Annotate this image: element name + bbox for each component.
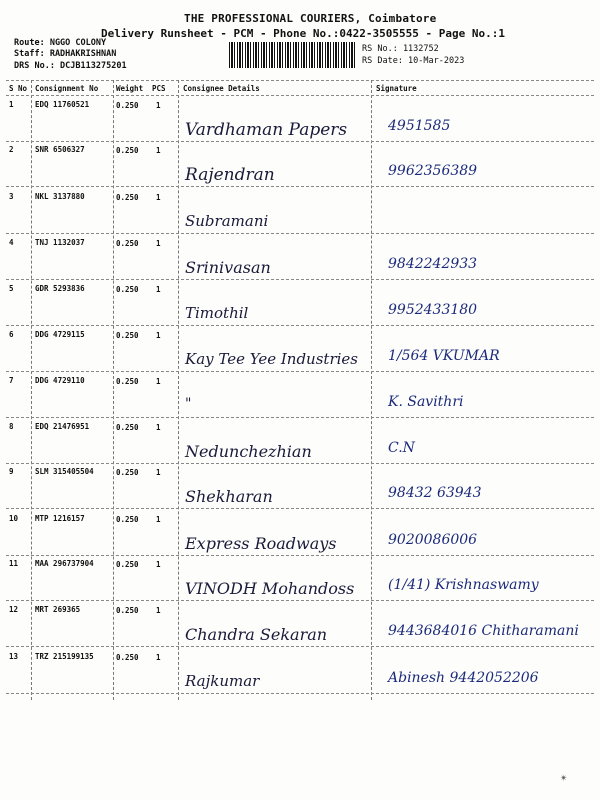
- row-signature: C.N: [388, 440, 415, 456]
- row-weight: 0.250: [116, 239, 139, 248]
- row-consignee: Chandra Sekaran: [185, 625, 328, 644]
- row-consignment-no: TNJ 1132037: [35, 238, 85, 247]
- row-signature: 4951585: [388, 118, 451, 134]
- row-consignee: Subramani: [185, 212, 269, 230]
- route-label: Route: NGGO COLONY: [14, 38, 107, 48]
- col-divider: [113, 80, 114, 700]
- row-pcs: 1: [156, 515, 161, 524]
- row-divider: [6, 693, 594, 694]
- row-consignee: Nedunchezhian: [185, 442, 312, 461]
- row-consignment-no: EDQ 11760521: [35, 100, 90, 109]
- row-consignment-no: DDG 4729110: [35, 376, 85, 385]
- col-divider: [178, 80, 179, 700]
- row-pcs: 1: [156, 653, 161, 662]
- row-signature: 9020086006: [388, 532, 478, 548]
- row-divider: [6, 325, 594, 326]
- col-header-signature: Signature: [376, 84, 417, 93]
- row-weight: 0.250: [116, 193, 139, 202]
- row-signature: 9952433180: [388, 302, 478, 318]
- row-consignee: Timothil: [185, 304, 249, 322]
- row-signature: Abinesh 9442052206: [388, 670, 539, 686]
- row-pcs: 1: [156, 101, 161, 110]
- header-bottom-line: [6, 95, 594, 96]
- row-pcs: 1: [156, 606, 161, 615]
- row-weight: 0.250: [116, 606, 139, 615]
- row-signature: 1/564 VKUMAR: [388, 348, 500, 364]
- row-consignee: ": [185, 396, 192, 412]
- row-weight: 0.250: [116, 468, 139, 477]
- rs-date: RS Date: 10-Mar-2023: [362, 56, 465, 66]
- row-pcs: 1: [156, 377, 161, 386]
- row-consignment-no: SNR 6506327: [35, 145, 85, 154]
- drs-number: DRS No.: DCJB113275201: [14, 61, 127, 71]
- rs-number: RS No.: 1132752: [362, 44, 439, 54]
- row-weight: 0.250: [116, 377, 139, 386]
- col-divider: [31, 80, 32, 700]
- col-divider: [371, 80, 372, 700]
- row-divider: [6, 417, 594, 418]
- row-signature: K. Savithri: [388, 394, 464, 410]
- page-corner-mark: ✴: [560, 770, 568, 784]
- row-signature: 9962356389: [388, 163, 478, 179]
- row-divider: [6, 555, 594, 556]
- row-consignee: Vardhaman Papers: [185, 120, 348, 140]
- row-consignment-no: GDR 5293836: [35, 284, 85, 293]
- col-header-weight: Weight: [116, 84, 144, 93]
- row-sno: 4: [9, 238, 14, 247]
- row-sno: 8: [9, 422, 14, 431]
- row-weight: 0.250: [116, 653, 139, 662]
- row-divider: [6, 279, 594, 280]
- row-consignment-no: TRZ 215199135: [35, 652, 94, 661]
- row-pcs: 1: [156, 468, 161, 477]
- row-consignee: Shekharan: [185, 487, 273, 506]
- row-consignment-no: MRT 269365: [35, 605, 81, 614]
- row-weight: 0.250: [116, 101, 139, 110]
- row-divider: [6, 463, 594, 464]
- row-pcs: 1: [156, 423, 161, 432]
- row-consignment-no: NKL 3137880: [35, 192, 85, 201]
- runsheet-title: Delivery Runsheet - PCM - Phone No.:0422-3505555 - Page No.:1: [101, 27, 505, 40]
- table-top-line: [6, 80, 594, 81]
- row-pcs: 1: [156, 193, 161, 202]
- row-sno: 12: [9, 605, 19, 614]
- staff-label: Staff: RADHAKRISHNAN: [14, 49, 117, 59]
- row-consignee: Rajkumar: [185, 672, 260, 690]
- row-consignment-no: DDG 4729115: [35, 330, 85, 339]
- row-sno: 9: [9, 467, 14, 476]
- row-sno: 13: [9, 652, 19, 661]
- row-divider: [6, 233, 594, 234]
- row-signature: (1/41) Krishnaswamy: [388, 577, 539, 593]
- row-weight: 0.250: [116, 146, 139, 155]
- row-consignee: Srinivasan: [185, 258, 271, 277]
- row-consignee: Express Roadways: [185, 534, 337, 553]
- row-weight: 0.250: [116, 285, 139, 294]
- row-divider: [6, 371, 594, 372]
- row-pcs: 1: [156, 239, 161, 248]
- row-weight: 0.250: [116, 560, 139, 569]
- row-consignment-no: MAA 296737904: [35, 559, 94, 568]
- row-divider: [6, 186, 594, 187]
- row-pcs: 1: [156, 560, 161, 569]
- barcode: [229, 42, 357, 68]
- row-consignment-no: MTP 1216157: [35, 514, 85, 523]
- row-sno: 7: [9, 376, 14, 385]
- row-sno: 3: [9, 192, 14, 201]
- row-sno: 10: [9, 514, 19, 523]
- row-pcs: 1: [156, 285, 161, 294]
- company-title: THE PROFESSIONAL COURIERS, Coimbatore: [184, 12, 437, 25]
- row-divider: [6, 600, 594, 601]
- row-divider: [6, 508, 594, 509]
- row-sno: 2: [9, 145, 14, 154]
- row-consignee: VINODH Mohandoss: [185, 579, 355, 598]
- row-signature: 98432 63943: [388, 485, 482, 501]
- row-sno: 1: [9, 100, 14, 109]
- col-header-consignee: Consignee Details: [183, 84, 260, 93]
- row-consignment-no: EDQ 21476951: [35, 422, 90, 431]
- row-divider: [6, 646, 594, 647]
- row-pcs: 1: [156, 331, 161, 340]
- row-sno: 6: [9, 330, 14, 339]
- col-header-sno: S No: [9, 84, 28, 93]
- row-weight: 0.250: [116, 331, 139, 340]
- row-signature: 9443684016 Chitharamani: [388, 623, 579, 639]
- col-header-consignment: Consignment No: [35, 84, 99, 93]
- row-sno: 11: [9, 559, 19, 568]
- row-consignment-no: SLM 315405504: [35, 467, 94, 476]
- row-signature: 9842242933: [388, 256, 478, 272]
- col-header-pcs: PCS: [152, 84, 166, 93]
- row-consignee: Kay Tee Yee Industries: [185, 350, 358, 368]
- row-pcs: 1: [156, 146, 161, 155]
- row-sno: 5: [9, 284, 14, 293]
- row-consignee: Rajendran: [185, 165, 275, 185]
- row-divider: [6, 141, 594, 142]
- row-weight: 0.250: [116, 515, 139, 524]
- row-weight: 0.250: [116, 423, 139, 432]
